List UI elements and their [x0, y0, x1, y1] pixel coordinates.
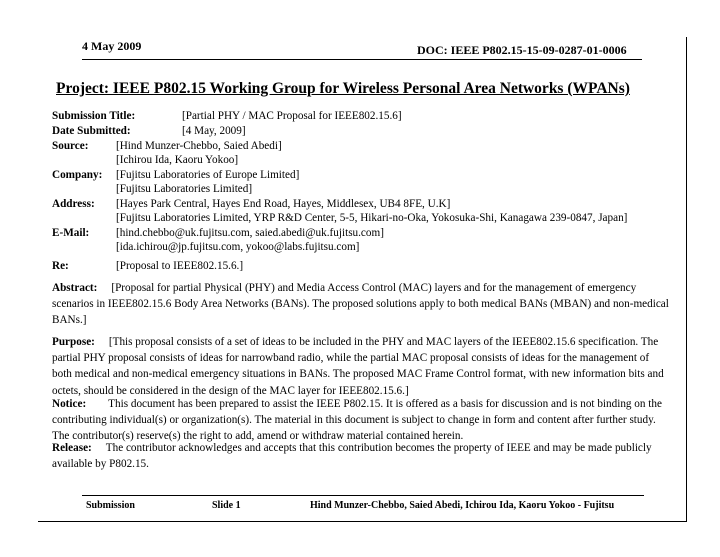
re-value: [Proposal to IEEE802.15.6.]	[116, 260, 244, 272]
abstract-label: Abstract:	[52, 282, 98, 294]
notice-label: Notice:	[52, 398, 87, 410]
email-line-1: [hind.chebbo@uk.fujitsu.com, saied.abedi@uk.fujitsu.com]	[116, 227, 384, 239]
release-block	[52, 440, 670, 472]
company-line-2: [Fujitsu Laboratories Limited]	[116, 183, 253, 195]
release-text: The contributor acknowledges and accepts that this contribution becomes the property of IEEE and may be made publicly available by P802.15.	[52, 442, 652, 471]
address-line-2: [Fujitsu Laboratories Limited, YRP R&D Center, 5-5, Hikari-no-Oka, Yokosuka-Shi, Kanagawa 239-0847, Japan]	[116, 212, 628, 224]
company-line-1: [Fujitsu Laboratories of Europe Limited]	[116, 169, 300, 181]
footer-rule	[82, 495, 644, 496]
purpose-block	[52, 334, 670, 399]
re-label: Re:	[52, 260, 69, 272]
header-date: 4 May 2009	[82, 39, 142, 53]
purpose-label: Purpose:	[52, 336, 95, 348]
footer-submission: Submission	[86, 500, 135, 511]
notice-block	[52, 396, 670, 445]
header-rule	[82, 59, 642, 60]
footer-authors: Hind Munzer-Chebbo, Saied Abedi, Ichirou Ida, Kaoru Yokoo - Fujitsu	[310, 500, 615, 511]
purpose-text: [This proposal consists of a set of ideas to be included in the PHY and MAC layers of the IEEE802.15.6 specification. The partial PHY proposal consists of ideas for narrowband radio, while the partial MAC proposal consists of ideas for the management of both medical and non-medical emergency situations in BANs. The proposed MAC Frame Control format, with new information bits and octets, should be considered in the design of the MAC layer for IEEE802.15.6.]	[52, 336, 664, 397]
email-label: E-Mail:	[52, 227, 90, 239]
header-doc-id: DOC: IEEE P802.15-15-09-0287-01-0006	[417, 43, 627, 57]
company-label: Company:	[52, 169, 103, 181]
address-label: Address:	[52, 198, 95, 210]
date-submitted-label: Date Submitted:	[52, 125, 131, 137]
source-line-1: [Hind Munzer-Chebbo, Saied Abedi]	[116, 140, 282, 152]
submission-title-label: Submission Title:	[52, 110, 136, 122]
address-line-1: [Hayes Park Central, Hayes End Road, Hayes, Middlesex, UB4 8FE, U.K]	[116, 198, 451, 210]
notice-text: This document has been prepared to assist the IEEE P802.15. It is offered as a basis for discussion and is not binding on the contributing individual(s) or organization(s). The material in this document is subject to change in form and content after further study. The contributor(s) reserve(s) the right to add, amend or withdraw material contained herein.	[52, 398, 662, 443]
footer-slide-number: Slide 1	[212, 500, 241, 511]
source-line-2: [Ichirou Ida, Kaoru Yokoo]	[116, 154, 239, 166]
release-label: Release:	[52, 442, 92, 454]
email-line-2: [ida.ichirou@jp.fujitsu.com, yokoo@labs.fujitsu.com]	[116, 241, 360, 253]
abstract-block	[52, 280, 670, 329]
submission-title-value: [Partial PHY / MAC Proposal for IEEE802.15.6]	[182, 110, 402, 122]
frame-bottom-line	[38, 521, 687, 522]
abstract-text: [Proposal for partial Physical (PHY) and Media Access Control (MAC) layers and for the management of emergency scenarios in IEEE802.15.6 Body Area Networks (BANs). The proposed solutions apply to both medical BANs (MBAN) and non-medical BANs.]	[52, 282, 669, 327]
page-title: Project: IEEE P802.15 Working Group for Wireless Personal Area Networks (WPANs)	[56, 80, 630, 97]
source-label: Source:	[52, 140, 89, 152]
date-submitted-value: [4 May, 2009]	[182, 125, 246, 137]
frame-right-line	[686, 37, 687, 521]
